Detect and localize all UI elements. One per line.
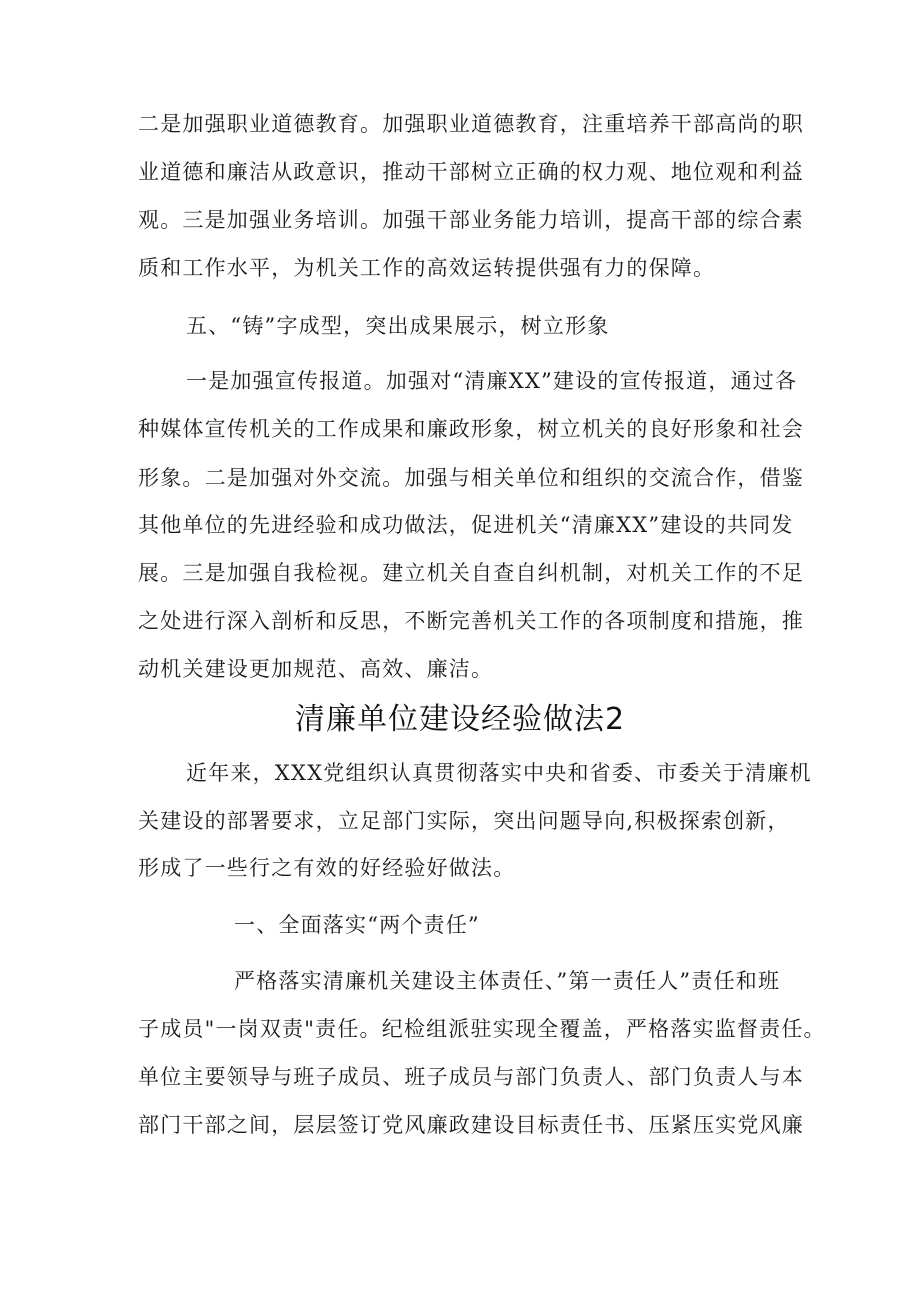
paragraph-line: 观。三是加强业务培训。加强干部业务能力培训，提高干部的综合素 xyxy=(138,208,804,232)
paragraph-line: 子成员"一岗双责"责任。纪检组派驻实现全覆盖，严格落实监督责任。 xyxy=(138,1017,826,1041)
paragraph-line: 关建设的部署要求，立足部门实际，突出问题导向,积极探索创新， xyxy=(138,809,790,833)
paragraph-line: 部门干部之间，层层签订党风廉政建设目标责任书、压紧压实党风廉 xyxy=(138,1113,804,1137)
section-heading-five: 五、“铸”字成型，突出成果展示，树立形象 xyxy=(186,314,610,338)
paragraph-line: 一是加强宣传报道。加强对“清廉XX”建设的宣传报道，通过各 xyxy=(186,369,798,393)
paragraph-line: 其他单位的先进经验和成功做法，促进机关“清廉XX”建设的共同发 xyxy=(138,513,794,537)
paragraph-line: 之处进行深入剖析和反思，不断完善机关工作的各项制度和措施，推 xyxy=(138,609,804,633)
document-title: 清廉单位建设经验做法2 xyxy=(294,702,626,737)
section-heading-one: 一、全面落实“两个责任” xyxy=(234,913,480,937)
paragraph-line: 展。三是加强自我检视。建立机关自查自纠机制，对机关工作的不足 xyxy=(138,561,804,585)
paragraph-line: 种媒体宣传机关的工作成果和廉政形象，树立机关的良好形象和社会 xyxy=(138,417,804,441)
paragraph-line: 近年来，XXX党组织认真贯彻落实中央和省委、市委关于清廉机 xyxy=(186,761,812,785)
paragraph-line: 二是加强职业道德教育。加强职业道德教育，注重培养干部高尚的职 xyxy=(138,112,804,136)
paragraph-line: 单位主要领导与班子成员、班子成员与部门负责人、部门负责人与本 xyxy=(138,1065,804,1089)
paragraph-line: 形成了一些行之有效的好经验好做法。 xyxy=(138,856,516,880)
paragraph-line: 质和工作水平，为机关工作的高效运转提供强有力的保障。 xyxy=(138,256,716,280)
paragraph-line: 形象。二是加强对外交流。加强与相关单位和组织的交流合作，借鉴 xyxy=(138,466,804,490)
paragraph-line: 业道德和廉洁从政意识，推动干部树立正确的权力观、地位观和利益 xyxy=(138,160,804,184)
paragraph-line: 严格落实清廉机关建设主体责任、”第一责任人”责任和班 xyxy=(234,969,781,993)
paragraph-line: 动机关建设更加规范、高效、廉洁。 xyxy=(138,657,494,681)
